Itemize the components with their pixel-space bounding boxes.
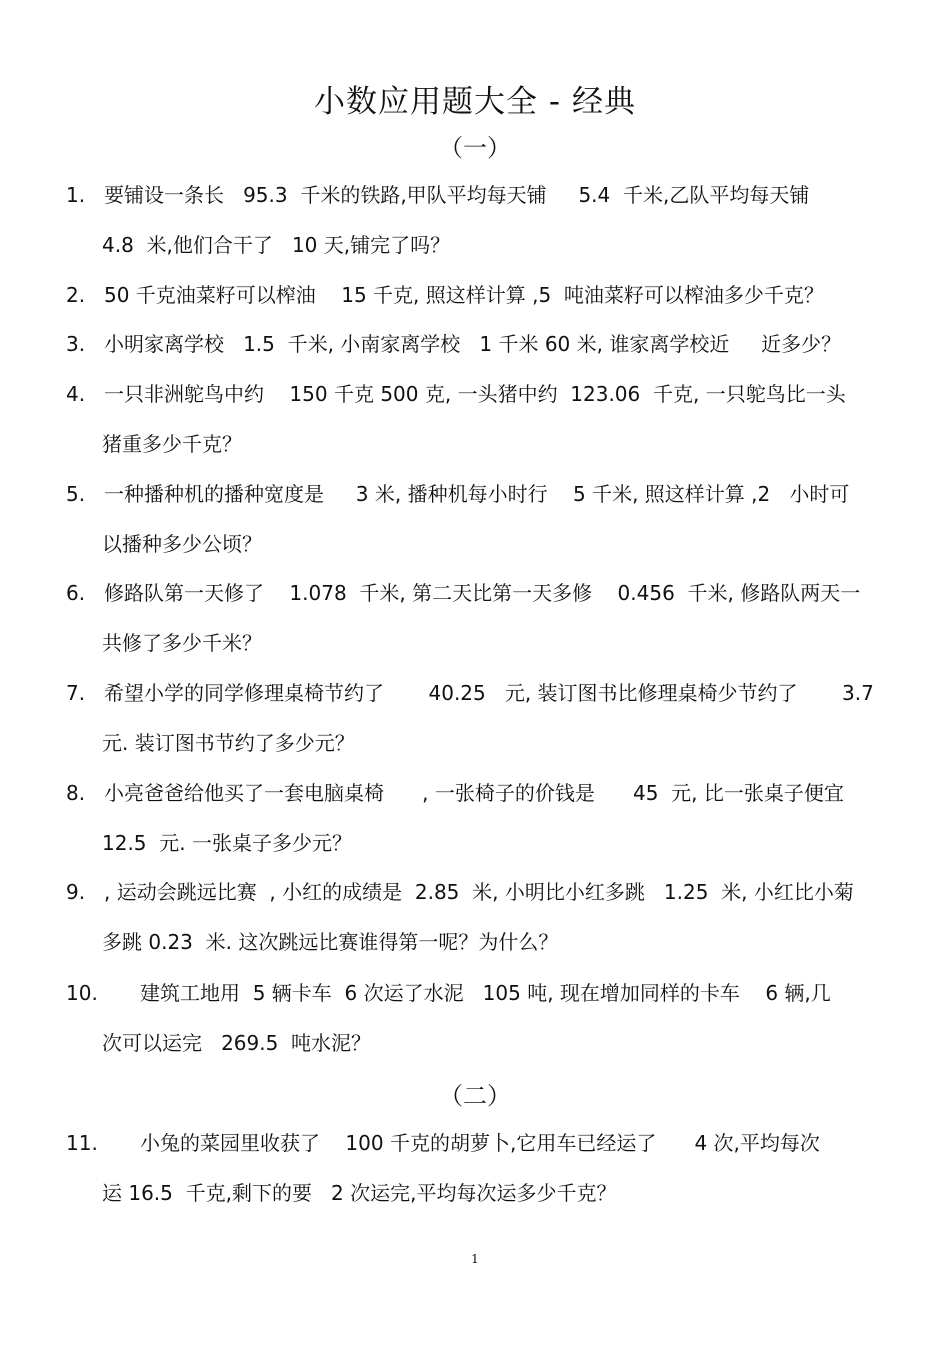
question-5-continuation: 以播种多少公顷？: [102, 532, 262, 556]
question-text: 一种播种机的播种宽度是 3 米, 播种机每小时行 5 千米, 照这样计算 ,2 小时可: [104, 482, 850, 506]
question-1: [66, 170, 809, 220]
question-text: , 运动会跳远比赛 , 小红的成绩是 2.85 米, 小明比小红多跳 1.25 米, 小红比小菊: [104, 880, 854, 904]
question-number: 11.: [66, 1131, 98, 1155]
question-8: [66, 768, 844, 818]
question-3: [66, 319, 841, 369]
question-10: [66, 968, 831, 1018]
question-text: 要铺设一条长 95.3 千米的铁路,甲队平均每天铺 5.4 千米,乙队平均每天铺: [104, 183, 810, 207]
question-number: 10.: [66, 981, 98, 1005]
question-8-continuation: 12.5 元. 一张桌子多少元？: [102, 831, 352, 855]
question-number: 2.: [66, 283, 86, 307]
section-heading-2: （二）: [439, 1082, 511, 1110]
question-number: 6.: [66, 581, 86, 605]
question-number: 8.: [66, 781, 86, 805]
question-10-continuation: 次可以运完 269.5 吨水泥？: [102, 1031, 372, 1055]
question-7: [66, 668, 874, 718]
question-number: 5.: [66, 482, 86, 506]
question-4: [66, 369, 846, 419]
question-text: 建筑工地用 5 辆卡车 6 次运了水泥 105 吨, 现在增加同样的卡车 6 辆,几: [140, 981, 831, 1005]
question-text: 小兔的菜园里收获了 100 千克的胡萝卜,它用车已经运了 4 次,平均每次: [140, 1131, 820, 1155]
question-text: 修路队第一天修了 1.078 千米, 第二天比第一天多修 0.456 千米, 修路队两天一: [104, 581, 861, 605]
question-text: 小亮爸爸给他买了一套电脑桌椅 , 一张椅子的价钱是 45 元, 比一张桌子便宜: [104, 781, 844, 805]
question-text: 50 千克油菜籽可以榨油 15 千克, 照这样计算 ,5 吨油菜籽可以榨油多少千克？: [104, 283, 824, 307]
question-2: [66, 270, 824, 320]
question-text: 希望小学的同学修理桌椅节约了 40.25 元, 装订图书比修理桌椅少节约了 3.7: [104, 681, 874, 705]
question-11: [66, 1118, 820, 1168]
question-text: 小明家离学校 1.5 千米, 小南家离学校 1 千米 60 米, 谁家离学校近 近多少？: [104, 332, 842, 356]
question-number: 7.: [66, 681, 86, 705]
question-9: [66, 867, 854, 917]
question-11-continuation: 运 16.5 千克,剩下的要 2 次运完,平均每次运多少千克？: [102, 1181, 617, 1205]
page-title: 小数应用题大全 - 经典: [314, 84, 636, 120]
question-number: 4.: [66, 382, 86, 406]
question-text: 一只非洲鸵鸟中约 150 千克 500 克, 一头猪中约 123.06 千克, 一只鸵鸟比一头: [104, 382, 846, 406]
question-4-continuation: 猪重多少千克？: [102, 432, 242, 456]
question-7-continuation: 元. 装订图书节约了多少元？: [102, 731, 355, 755]
question-number: 1.: [66, 183, 86, 207]
question-number: 3.: [66, 332, 86, 356]
section-heading-1: （一）: [439, 134, 511, 162]
question-5: [66, 469, 849, 519]
question-6: [66, 568, 860, 618]
question-6-continuation: 共修了多少千米？: [102, 631, 262, 655]
question-1-continuation: 4.8 米,他们合干了 10 天,铺完了吗？: [102, 233, 451, 257]
question-number: 9.: [66, 880, 86, 904]
question-9-continuation: 多跳 0.23 米. 这次跳远比赛谁得第一呢？为什么？: [102, 930, 559, 954]
page-number: 1: [471, 1252, 479, 1266]
